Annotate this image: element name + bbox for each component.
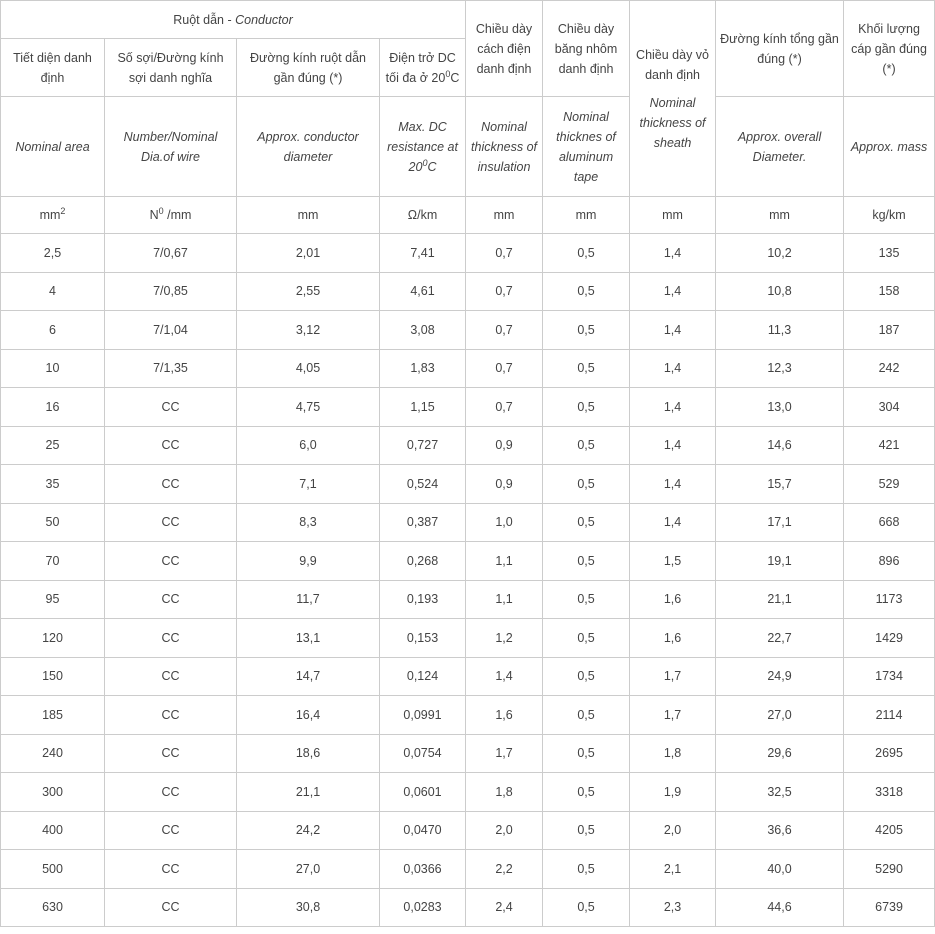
cell-cond-dia: 18,6 xyxy=(237,734,380,773)
cell-overall-dia: 36,6 xyxy=(716,811,844,850)
cell-sheath: 1,9 xyxy=(630,773,716,812)
wire-header-vn: Số sợi/Đường kính sợi danh nghĩa xyxy=(105,39,237,97)
cell-overall-dia: 13,0 xyxy=(716,388,844,427)
cell-tape: 0,5 xyxy=(543,619,630,658)
dc-res-en-sup: 0 xyxy=(422,157,428,168)
cell-wire: CC xyxy=(105,734,237,773)
cell-cond-dia: 27,0 xyxy=(237,850,380,889)
cell-dc-res: 1,83 xyxy=(380,349,466,388)
cell-overall-dia: 40,0 xyxy=(716,850,844,889)
cell-mass: 4205 xyxy=(844,811,935,850)
cell-wire: CC xyxy=(105,696,237,735)
cell-mass: 135 xyxy=(844,234,935,273)
cell-insulation: 2,4 xyxy=(466,888,543,927)
cell-wire: CC xyxy=(105,773,237,812)
cell-sheath: 1,4 xyxy=(630,465,716,504)
cell-insulation: 1,1 xyxy=(466,580,543,619)
cell-area: 300 xyxy=(1,773,105,812)
sheath-header-en: Nominal thickness of sheath xyxy=(639,95,706,150)
cell-overall-dia: 12,3 xyxy=(716,349,844,388)
header-row-group xyxy=(1,1,935,39)
cell-dc-res: 0,0754 xyxy=(380,734,466,773)
cell-dc-res: 0,524 xyxy=(380,465,466,504)
cell-dc-res: 0,387 xyxy=(380,503,466,542)
cell-cond-dia: 7,1 xyxy=(237,465,380,504)
cell-mass: 3318 xyxy=(844,773,935,812)
unit-cond-dia: mm xyxy=(237,197,380,234)
cell-cond-dia: 21,1 xyxy=(237,773,380,812)
cell-overall-dia: 19,1 xyxy=(716,542,844,581)
dc-res-vn-pre: Điện trở DC tối đa ở 20 xyxy=(385,50,456,85)
cell-sheath: 1,4 xyxy=(630,388,716,427)
cell-sheath: 1,5 xyxy=(630,542,716,581)
cond-dia-header-vn: Đường kính ruột dẫn gần đúng (*) xyxy=(237,39,380,97)
cell-dc-res: 0,0283 xyxy=(380,888,466,927)
table-row xyxy=(1,734,935,773)
cell-sheath: 1,4 xyxy=(630,311,716,350)
cell-area: 50 xyxy=(1,503,105,542)
cell-area: 95 xyxy=(1,580,105,619)
cell-insulation: 0,7 xyxy=(466,388,543,427)
table-row xyxy=(1,388,935,427)
cell-overall-dia: 10,8 xyxy=(716,272,844,311)
cell-wire: CC xyxy=(105,811,237,850)
cell-mass: 1734 xyxy=(844,657,935,696)
cell-area: 240 xyxy=(1,734,105,773)
cell-sheath: 1,6 xyxy=(630,580,716,619)
cell-dc-res: 0,0991 xyxy=(380,696,466,735)
cell-insulation: 1,8 xyxy=(466,773,543,812)
units-row xyxy=(1,197,935,234)
cell-mass: 304 xyxy=(844,388,935,427)
cell-area: 2,5 xyxy=(1,234,105,273)
cell-dc-res: 0,0470 xyxy=(380,811,466,850)
cell-area: 120 xyxy=(1,619,105,658)
cell-tape: 0,5 xyxy=(543,426,630,465)
cell-mass: 668 xyxy=(844,503,935,542)
table-row xyxy=(1,773,935,812)
dc-res-header-vn xyxy=(380,39,466,97)
cell-area: 400 xyxy=(1,811,105,850)
cell-tape: 0,5 xyxy=(543,234,630,273)
unit-area xyxy=(1,197,105,234)
cell-sheath: 1,4 xyxy=(630,349,716,388)
cell-wire: CC xyxy=(105,580,237,619)
nominal-area-header-en: Nominal area xyxy=(1,97,105,197)
mass-header-vn: Khối lượng cáp gần đúng (*) xyxy=(844,1,935,97)
header-row-en xyxy=(1,97,935,197)
cell-tape: 0,5 xyxy=(543,388,630,427)
cell-tape: 0,5 xyxy=(543,349,630,388)
cell-cond-dia: 3,12 xyxy=(237,311,380,350)
cell-insulation: 0,9 xyxy=(466,465,543,504)
cell-overall-dia: 21,1 xyxy=(716,580,844,619)
cell-overall-dia: 17,1 xyxy=(716,503,844,542)
dc-res-header-en xyxy=(380,97,466,197)
dc-res-vn-post: C xyxy=(450,70,460,85)
unit-insulation: mm xyxy=(466,197,543,234)
cell-insulation: 1,2 xyxy=(466,619,543,658)
cell-insulation: 1,7 xyxy=(466,734,543,773)
mass-header-en: Approx. mass xyxy=(844,97,935,197)
cell-wire: CC xyxy=(105,888,237,927)
cell-overall-dia: 11,3 xyxy=(716,311,844,350)
cell-cond-dia: 13,1 xyxy=(237,619,380,658)
unit-tape: mm xyxy=(543,197,630,234)
cell-dc-res: 0,268 xyxy=(380,542,466,581)
cell-tape: 0,5 xyxy=(543,811,630,850)
cell-dc-res: 0,0601 xyxy=(380,773,466,812)
cell-mass: 158 xyxy=(844,272,935,311)
cell-tape: 0,5 xyxy=(543,734,630,773)
insulation-header-en: Nominal thickness of insulation xyxy=(466,97,543,197)
table-row xyxy=(1,888,935,927)
cell-dc-res: 0,0366 xyxy=(380,850,466,889)
cell-wire: CC xyxy=(105,850,237,889)
cell-wire: 7/1,35 xyxy=(105,349,237,388)
conductor-group-header xyxy=(1,1,466,39)
unit-wire-base: N xyxy=(149,208,159,222)
table-row xyxy=(1,619,935,658)
cell-tape: 0,5 xyxy=(543,850,630,889)
table-row xyxy=(1,234,935,273)
conductor-group-vn: Ruột dẫn - xyxy=(173,12,236,27)
cell-area: 150 xyxy=(1,657,105,696)
cell-area: 70 xyxy=(1,542,105,581)
cell-tape: 0,5 xyxy=(543,580,630,619)
overall-dia-header-vn: Đường kính tổng gần đúng (*) xyxy=(716,1,844,97)
cell-cond-dia: 6,0 xyxy=(237,426,380,465)
cell-mass: 1429 xyxy=(844,619,935,658)
dc-res-vn-sup: 0 xyxy=(445,68,451,79)
conductor-group-en: Conductor xyxy=(235,12,293,27)
cell-insulation: 1,0 xyxy=(466,503,543,542)
cell-cond-dia: 14,7 xyxy=(237,657,380,696)
cell-wire: CC xyxy=(105,426,237,465)
unit-dc-res: Ω/km xyxy=(380,197,466,234)
cell-insulation: 0,7 xyxy=(466,349,543,388)
cell-overall-dia: 10,2 xyxy=(716,234,844,273)
cell-sheath: 2,0 xyxy=(630,811,716,850)
cell-cond-dia: 2,55 xyxy=(237,272,380,311)
cell-sheath: 1,8 xyxy=(630,734,716,773)
dc-res-en-pre: Max. DC resistance at 20 xyxy=(387,119,458,174)
cell-wire: CC xyxy=(105,542,237,581)
cell-cond-dia: 4,75 xyxy=(237,388,380,427)
cell-sheath: 2,3 xyxy=(630,888,716,927)
cell-cond-dia: 30,8 xyxy=(237,888,380,927)
table-row xyxy=(1,811,935,850)
cell-mass: 6739 xyxy=(844,888,935,927)
cell-dc-res: 0,153 xyxy=(380,619,466,658)
cell-area: 185 xyxy=(1,696,105,735)
overall-dia-header-en: Approx. overall Diameter. xyxy=(716,97,844,197)
unit-wire-sup: 0 xyxy=(158,205,164,216)
cond-dia-header-en: Approx. conductor diameter xyxy=(237,97,380,197)
table-row xyxy=(1,657,935,696)
unit-wire xyxy=(105,197,237,234)
cell-dc-res: 4,61 xyxy=(380,272,466,311)
cell-insulation: 2,0 xyxy=(466,811,543,850)
cell-wire: 7/0,85 xyxy=(105,272,237,311)
cell-dc-res: 1,15 xyxy=(380,388,466,427)
cell-sheath: 1,6 xyxy=(630,619,716,658)
cell-dc-res: 0,193 xyxy=(380,580,466,619)
cell-mass: 421 xyxy=(844,426,935,465)
cell-dc-res: 3,08 xyxy=(380,311,466,350)
table-row xyxy=(1,349,935,388)
cell-insulation: 0,7 xyxy=(466,272,543,311)
table-row xyxy=(1,465,935,504)
cell-sheath: 1,4 xyxy=(630,272,716,311)
cell-area: 4 xyxy=(1,272,105,311)
cell-mass: 242 xyxy=(844,349,935,388)
cell-overall-dia: 27,0 xyxy=(716,696,844,735)
cell-overall-dia: 29,6 xyxy=(716,734,844,773)
table-row xyxy=(1,580,935,619)
sheath-header-vn: Chiều dày vỏ danh định xyxy=(636,47,710,82)
cell-cond-dia: 4,05 xyxy=(237,349,380,388)
unit-sheath: mm xyxy=(630,197,716,234)
cell-insulation: 2,2 xyxy=(466,850,543,889)
cell-mass: 187 xyxy=(844,311,935,350)
cell-wire: 7/1,04 xyxy=(105,311,237,350)
cell-area: 35 xyxy=(1,465,105,504)
cell-mass: 5290 xyxy=(844,850,935,889)
cell-insulation: 0,7 xyxy=(466,311,543,350)
cell-tape: 0,5 xyxy=(543,888,630,927)
cell-wire: CC xyxy=(105,388,237,427)
tape-header-vn: Chiều dày băng nhôm danh định xyxy=(543,1,630,97)
cell-cond-dia: 9,9 xyxy=(237,542,380,581)
cell-wire: 7/0,67 xyxy=(105,234,237,273)
cell-overall-dia: 24,9 xyxy=(716,657,844,696)
cell-insulation: 0,7 xyxy=(466,234,543,273)
cell-overall-dia: 22,7 xyxy=(716,619,844,658)
cell-area: 6 xyxy=(1,311,105,350)
cell-tape: 0,5 xyxy=(543,272,630,311)
cell-area: 500 xyxy=(1,850,105,889)
unit-area-base: mm xyxy=(39,208,61,222)
cell-mass: 529 xyxy=(844,465,935,504)
cell-overall-dia: 32,5 xyxy=(716,773,844,812)
cell-cond-dia: 8,3 xyxy=(237,503,380,542)
cell-mass: 2695 xyxy=(844,734,935,773)
cell-cond-dia: 24,2 xyxy=(237,811,380,850)
cell-sheath: 1,4 xyxy=(630,234,716,273)
cell-tape: 0,5 xyxy=(543,311,630,350)
table-row xyxy=(1,503,935,542)
cell-tape: 0,5 xyxy=(543,657,630,696)
cell-dc-res: 0,727 xyxy=(380,426,466,465)
cell-insulation: 1,4 xyxy=(466,657,543,696)
cell-tape: 0,5 xyxy=(543,465,630,504)
table-body xyxy=(1,1,935,927)
table-row xyxy=(1,311,935,350)
cell-overall-dia: 14,6 xyxy=(716,426,844,465)
cell-area: 16 xyxy=(1,388,105,427)
cell-sheath: 1,4 xyxy=(630,426,716,465)
cell-tape: 0,5 xyxy=(543,696,630,735)
cell-overall-dia: 15,7 xyxy=(716,465,844,504)
cell-tape: 0,5 xyxy=(543,542,630,581)
cell-sheath: 1,7 xyxy=(630,696,716,735)
table-row xyxy=(1,696,935,735)
cell-area: 25 xyxy=(1,426,105,465)
cell-wire: CC xyxy=(105,657,237,696)
sheath-header xyxy=(630,1,716,197)
cell-area: 630 xyxy=(1,888,105,927)
dc-res-en-post: C xyxy=(427,159,437,174)
cell-cond-dia: 2,01 xyxy=(237,234,380,273)
cell-cond-dia: 11,7 xyxy=(237,580,380,619)
unit-wire-post: /mm xyxy=(163,208,192,222)
cell-sheath: 1,7 xyxy=(630,657,716,696)
unit-overall-dia: mm xyxy=(716,197,844,234)
cell-mass: 1173 xyxy=(844,580,935,619)
table-row xyxy=(1,542,935,581)
cell-dc-res: 7,41 xyxy=(380,234,466,273)
table-row xyxy=(1,850,935,889)
unit-area-sup: 2 xyxy=(60,205,66,216)
cell-insulation: 0,9 xyxy=(466,426,543,465)
tape-header-en: Nominal thicknes of aluminum tape xyxy=(543,97,630,197)
cell-sheath: 1,4 xyxy=(630,503,716,542)
cell-overall-dia: 44,6 xyxy=(716,888,844,927)
table-row xyxy=(1,426,935,465)
cell-mass: 2114 xyxy=(844,696,935,735)
table-row xyxy=(1,272,935,311)
cell-wire: CC xyxy=(105,619,237,658)
cell-tape: 0,5 xyxy=(543,503,630,542)
cell-insulation: 1,6 xyxy=(466,696,543,735)
unit-mass: kg/km xyxy=(844,197,935,234)
wire-header-en: Number/Nominal Dia.of wire xyxy=(105,97,237,197)
cell-sheath: 2,1 xyxy=(630,850,716,889)
cell-cond-dia: 16,4 xyxy=(237,696,380,735)
insulation-header-vn: Chiều dày cách điện danh định xyxy=(466,1,543,97)
cell-mass: 896 xyxy=(844,542,935,581)
cell-dc-res: 0,124 xyxy=(380,657,466,696)
nominal-area-header-vn: Tiết diện danh định xyxy=(1,39,105,97)
cell-wire: CC xyxy=(105,465,237,504)
cell-tape: 0,5 xyxy=(543,773,630,812)
cell-insulation: 1,1 xyxy=(466,542,543,581)
cell-wire: CC xyxy=(105,503,237,542)
cell-area: 10 xyxy=(1,349,105,388)
